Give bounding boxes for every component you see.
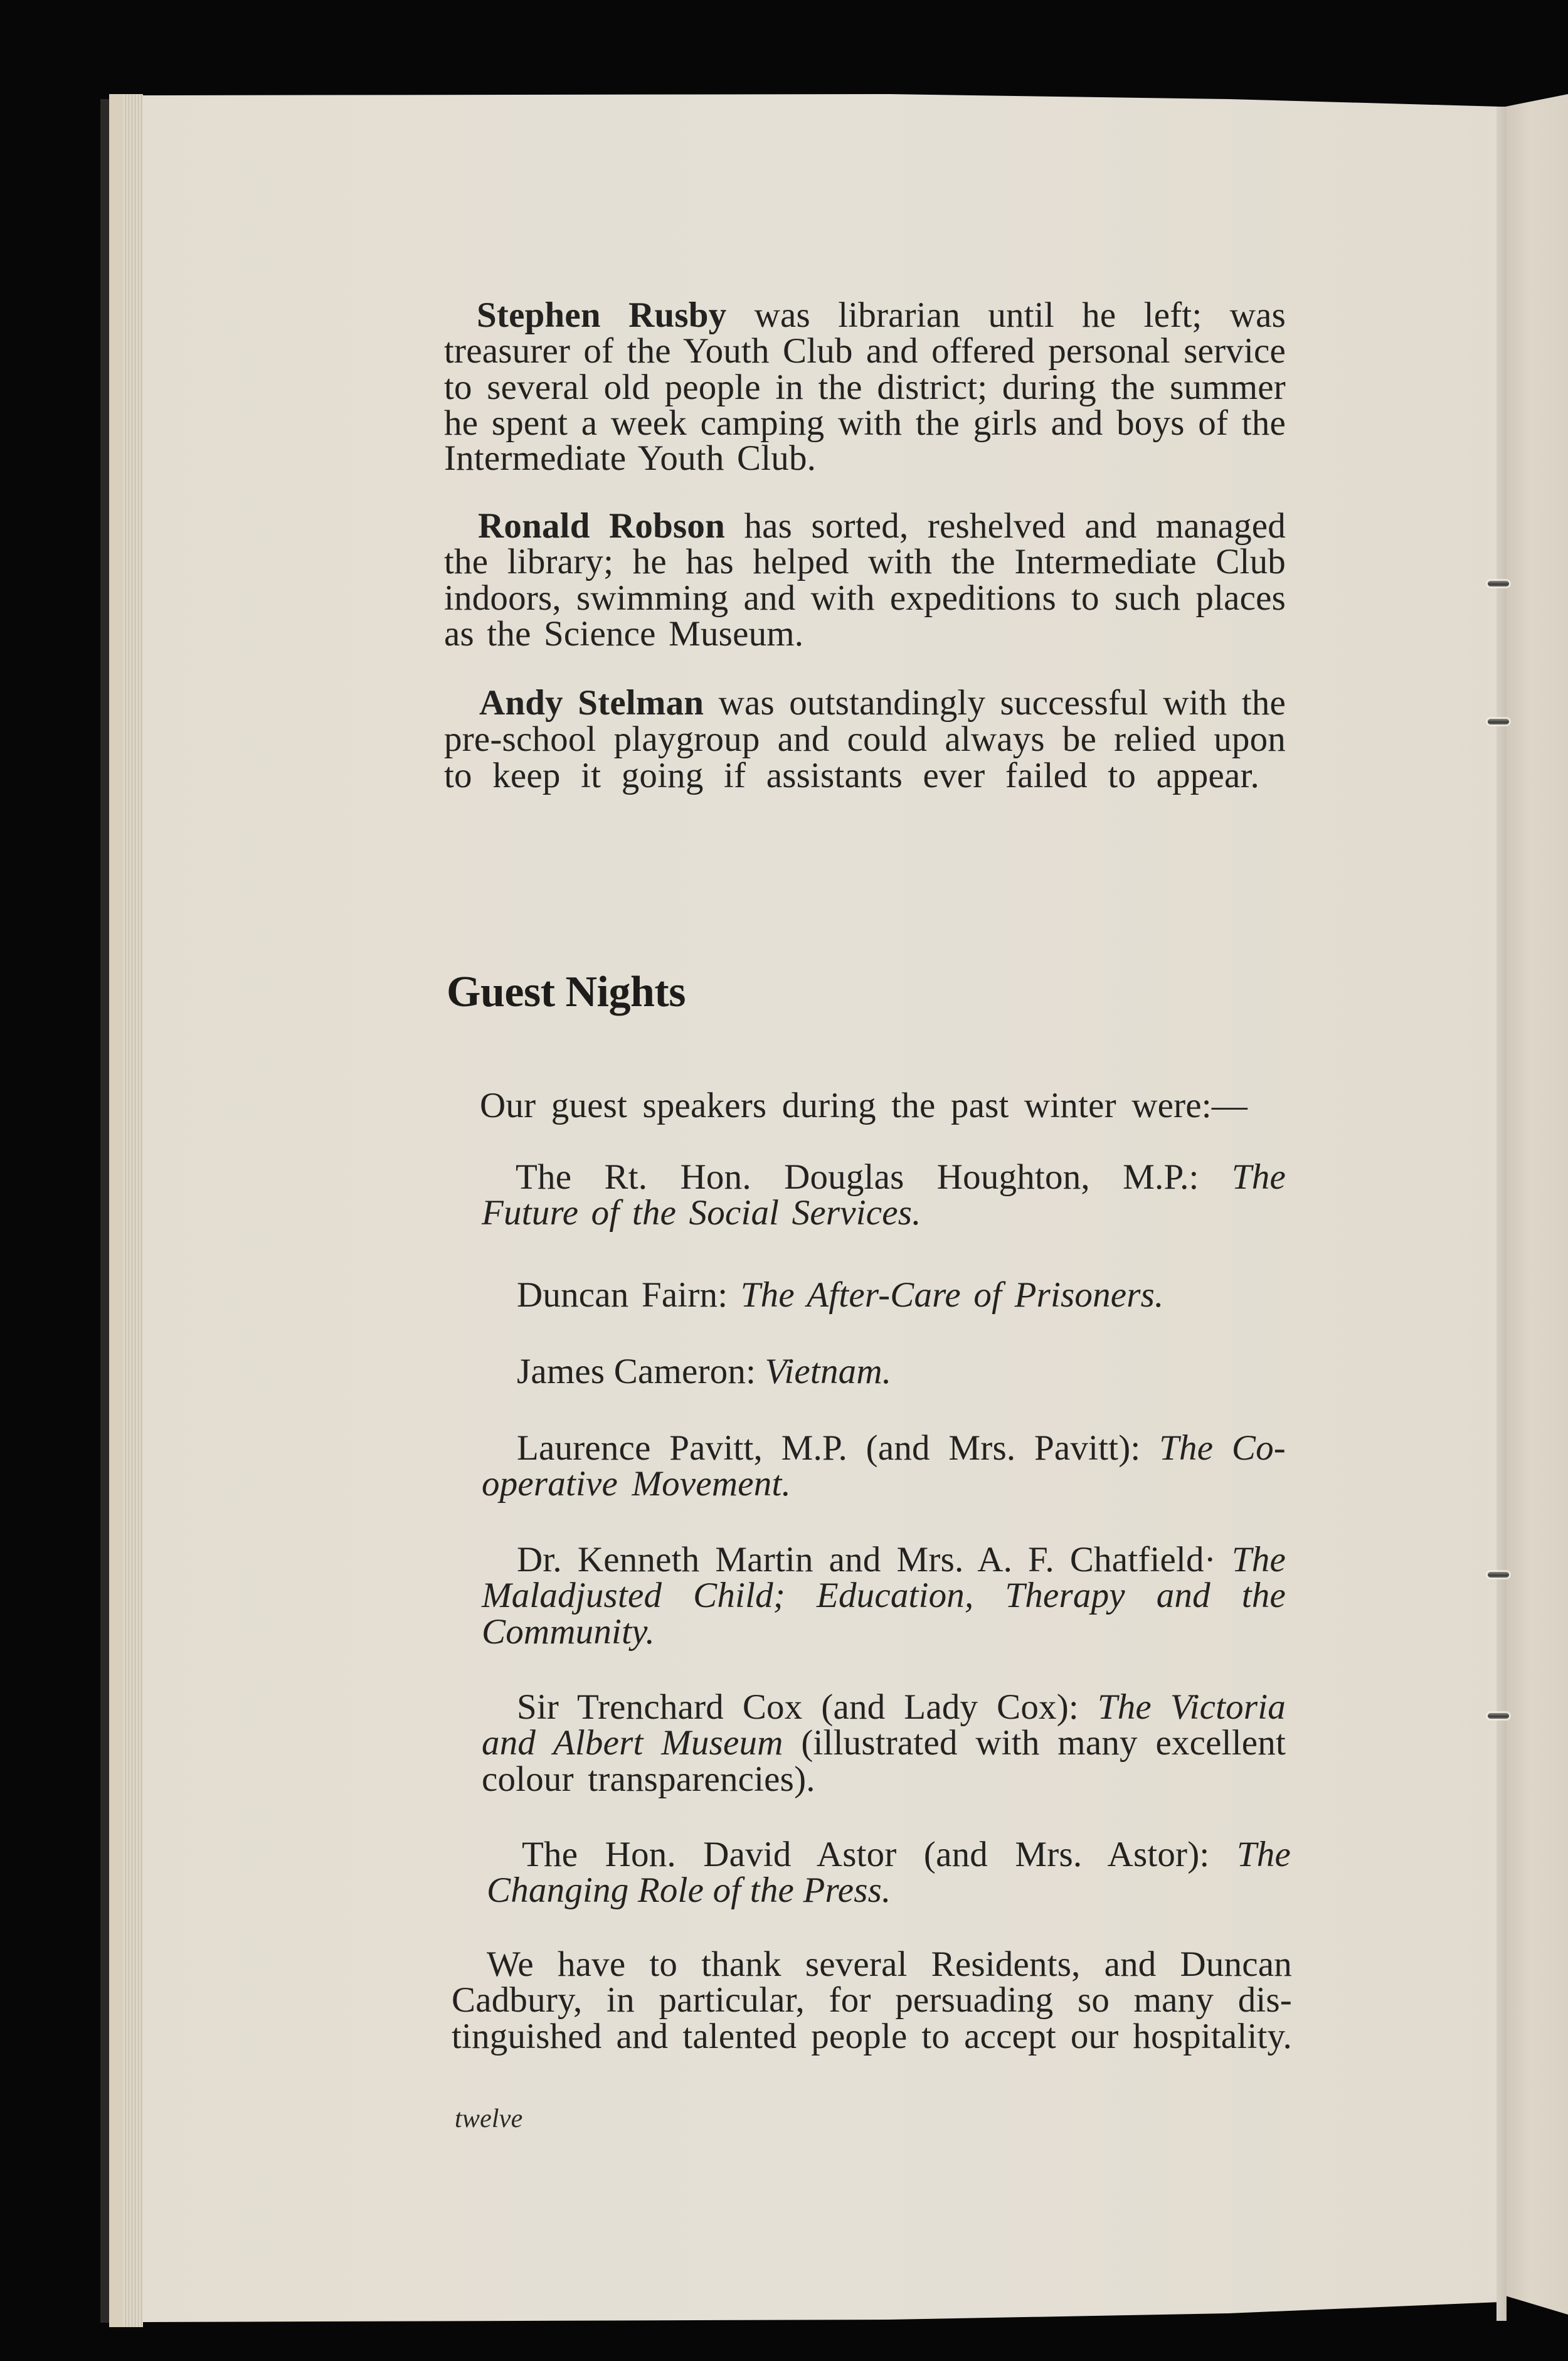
text-line: tinguished and talented people to accept our hospitality. [452, 2017, 1292, 2056]
text-line: colour transparencies). [482, 1759, 815, 1799]
talk-title: Vietnam. [765, 1352, 892, 1391]
section-heading: Guest Nights [447, 968, 686, 1016]
staple-icon [1488, 719, 1509, 724]
speaker-name: James Cameron: [517, 1352, 765, 1391]
text-line: the library; he has helped with the Intermediate Club [444, 542, 1286, 581]
talk-title: The [1236, 1835, 1291, 1874]
text-line: indoors, swimming and with expeditions to such places [444, 578, 1286, 618]
line-text: was librarian until he left; was [726, 295, 1286, 335]
talk-title: Maladjusted Child; Education, Therapy and the [482, 1576, 1286, 1615]
person-name: Ronald Robson [478, 506, 725, 546]
talk-title: The [1231, 1157, 1286, 1197]
page-stack-edge [109, 94, 123, 2327]
talk-title: Future of the Social Services. [482, 1193, 921, 1233]
person-name: Stephen Rusby [477, 295, 727, 335]
line-text: was outstandingly successful with the [704, 683, 1286, 723]
text-line [482, 1725, 1286, 1761]
text-line: Intermediate Youth Club. [444, 438, 817, 478]
text-line [517, 1430, 1286, 1466]
speaker-name: Sir Trenchard Cox (and Lady Cox): [517, 1687, 1098, 1727]
talk-title: The After-Care of Prisoners. [740, 1275, 1164, 1315]
talk-title: The Victoria [1097, 1687, 1286, 1727]
line-text: (illustrated with many excellent [783, 1723, 1286, 1763]
speaker-name: Dr. Kenneth Martin and Mrs. A. F. Chatfield· [517, 1540, 1232, 1579]
facing-page [1505, 94, 1568, 2315]
staple-icon [1488, 1572, 1509, 1578]
text-line: to several old people in the district; during the summer [444, 368, 1286, 407]
page-number: twelve [455, 2104, 523, 2133]
person-name: Andy Stelman [479, 683, 704, 723]
speaker-name: The Hon. David Astor (and Mrs. Astor): [522, 1835, 1237, 1874]
book-cover-edge [100, 99, 109, 2323]
text-line: he spent a week camping with the girls and boys of the [444, 403, 1286, 443]
gutter-fold [1496, 107, 1507, 2321]
text-line [517, 1354, 891, 1389]
speaker-name: Duncan Fairn: [517, 1275, 741, 1315]
line-text: has sorted, reshelved and managed [725, 506, 1286, 546]
text-line [516, 1159, 1286, 1195]
text-line: as the Science Museum. [444, 614, 804, 654]
text-line [478, 508, 1286, 544]
text-line [517, 1277, 1164, 1313]
text-line: pre-school playgroup and could always be relied upon [444, 719, 1286, 759]
talk-title: and Albert Museum [482, 1723, 783, 1763]
text-line [477, 297, 1286, 333]
text-line [479, 685, 1286, 721]
text-line: to keep it going if assistants ever failed to appear. [444, 756, 1259, 795]
text-line: Cadbury, in particular, for persuading so many dis- [452, 1980, 1292, 2020]
talk-title: The Co- [1159, 1428, 1286, 1468]
talk-title: Community. [482, 1612, 655, 1652]
page-stack-lines [123, 94, 143, 2327]
talk-title: Changing Role of the Press. [487, 1870, 891, 1910]
staple-icon [1488, 581, 1509, 586]
speaker-name: Laurence Pavitt, M.P. (and Mrs. Pavitt): [517, 1428, 1160, 1468]
talk-title: The [1231, 1540, 1286, 1579]
talk-title: operative Movement. [482, 1464, 791, 1504]
text-line [517, 1542, 1286, 1578]
text-line: We have to thank several Residents, and Duncan [487, 1945, 1292, 1984]
text-line [517, 1689, 1286, 1725]
speaker-name: The Rt. Hon. Douglas Houghton, M.P.: [516, 1157, 1232, 1197]
text-line [522, 1837, 1291, 1872]
intro-text: Our guest speakers during the past winter were:— [480, 1086, 1248, 1125]
text-line: treasurer of the Youth Club and offered personal service [444, 331, 1286, 371]
staple-icon [1488, 1713, 1509, 1719]
